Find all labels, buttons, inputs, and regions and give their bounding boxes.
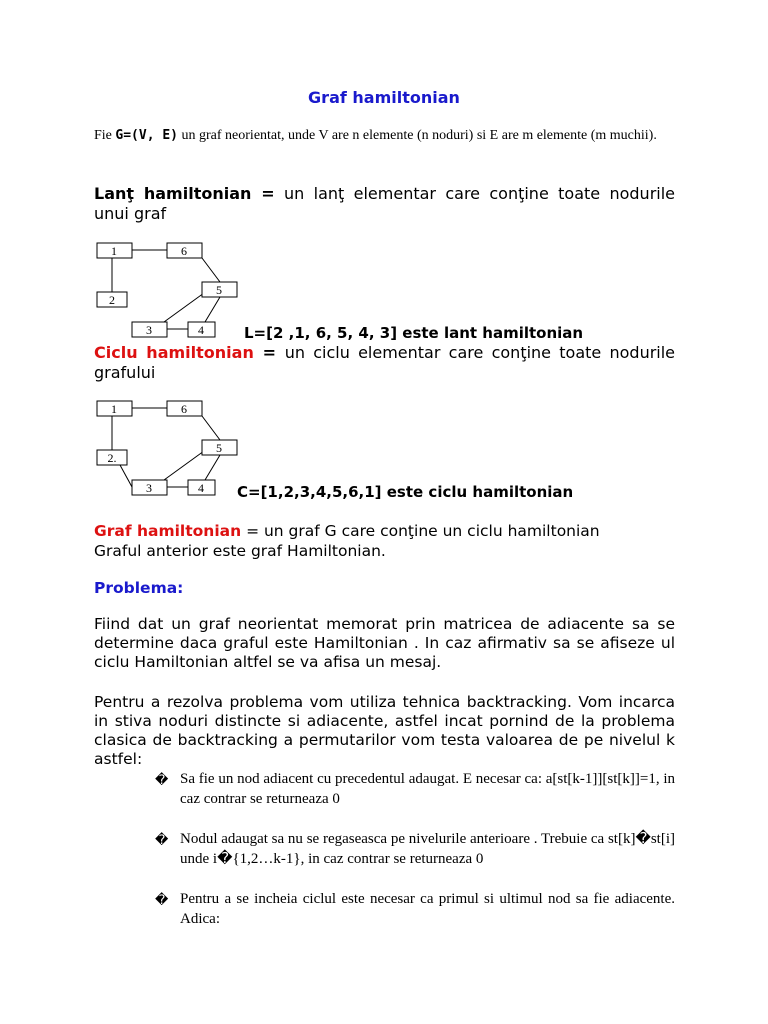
intro-post: un graf neorientat, unde V are n elemente (n noduri) si E are m elemente (m muchii). [178,128,657,143]
page-title: Graf hamiltonian [308,88,460,107]
graph1-node-3: 3 [146,323,152,337]
graph1-node-4: 4 [198,323,204,337]
bullet-item-1: Sa fie un nod adiacent cu precedentul adaugat. E necesar ca: a[st[k-1]][st[k]]=1, in caz contrar se returneaza 0 [180,771,675,807]
bullet-glyph-1: � [155,773,169,788]
bullet-item-3: Pentru a se incheia ciclul este necesar ca primul si ultimul nod sa fie adiacente. Adica: [180,891,675,927]
intro-code: G=(V, E) [115,128,179,143]
graph1-node-5: 5 [216,283,222,297]
lant-definition [94,184,675,224]
graph2-node-3: 3 [146,481,152,495]
graf-line2: Graful anterior este graf Hamiltonian. [94,542,386,560]
intro-pre: Fie [94,128,116,143]
bullet-glyph-3: � [155,893,169,908]
graph2-node-4: 4 [198,481,204,495]
bullet-item-2: Nodul adaugat sa nu se regaseasca pe nivelurile anterioare . Trebuie ca st[k]�st[i] unde i�{1,2…k-1}, in caz contrar se returneaza 0 [180,831,675,867]
graph1-node-1: 1 [111,244,117,258]
graph2-node-5: 5 [216,441,222,455]
intro-paragraph [94,125,675,146]
graf-term: Graf hamiltonian [94,522,242,540]
problema-heading: Problema: [94,579,184,597]
graph1-node-2: 2 [109,293,115,307]
ciclu-definition [94,343,675,383]
graph1-node-6: 6 [181,244,187,258]
ciclu-text: un ciclu elementar care conţine toate nodurile grafului [94,343,676,382]
graf-definition [94,521,675,561]
graph-1-diagram [92,238,242,342]
ciclu-eq: = [253,343,285,362]
graph-1-caption: L=[2 ,1, 6, 5, 4, 3] este lant hamiltonian [244,324,584,342]
problema-text: Fiind dat un graf neorientat memorat prin matricea de adiacente sa se determine daca graful este Hamiltonian . In caz afirmativ sa se afiseze ul ciclu Hamiltonian altfel se va afisa un mesaj. [94,615,675,671]
graph-2-caption: C=[1,2,3,4,5,6,1] este ciclu hamiltonian [237,483,574,501]
ciclu-term: Ciclu hamiltonian [94,343,254,362]
graph2-node-2: 2. [107,451,117,465]
graph2-node-6: 6 [181,402,187,416]
lant-term: Lanţ hamiltonian = [94,184,275,203]
graph2-node-1: 1 [111,402,117,416]
graph-2-diagram [92,396,242,500]
graf-text: = un graf G care conţine un ciclu hamiltonian [241,522,600,540]
lant-text: un lanţ elementar care conţine toate nodurile unui graf [94,184,676,223]
bullet-glyph-2: � [155,833,169,848]
method-text: Pentru a rezolva problema vom utiliza tehnica backtracking. Vom incarca in stiva noduri distincte si adiacente, astfel incat pornind de la problema clasica de backtracking a permutarilor vom testa valoarea de pe nivelul k astfel: [94,693,675,768]
